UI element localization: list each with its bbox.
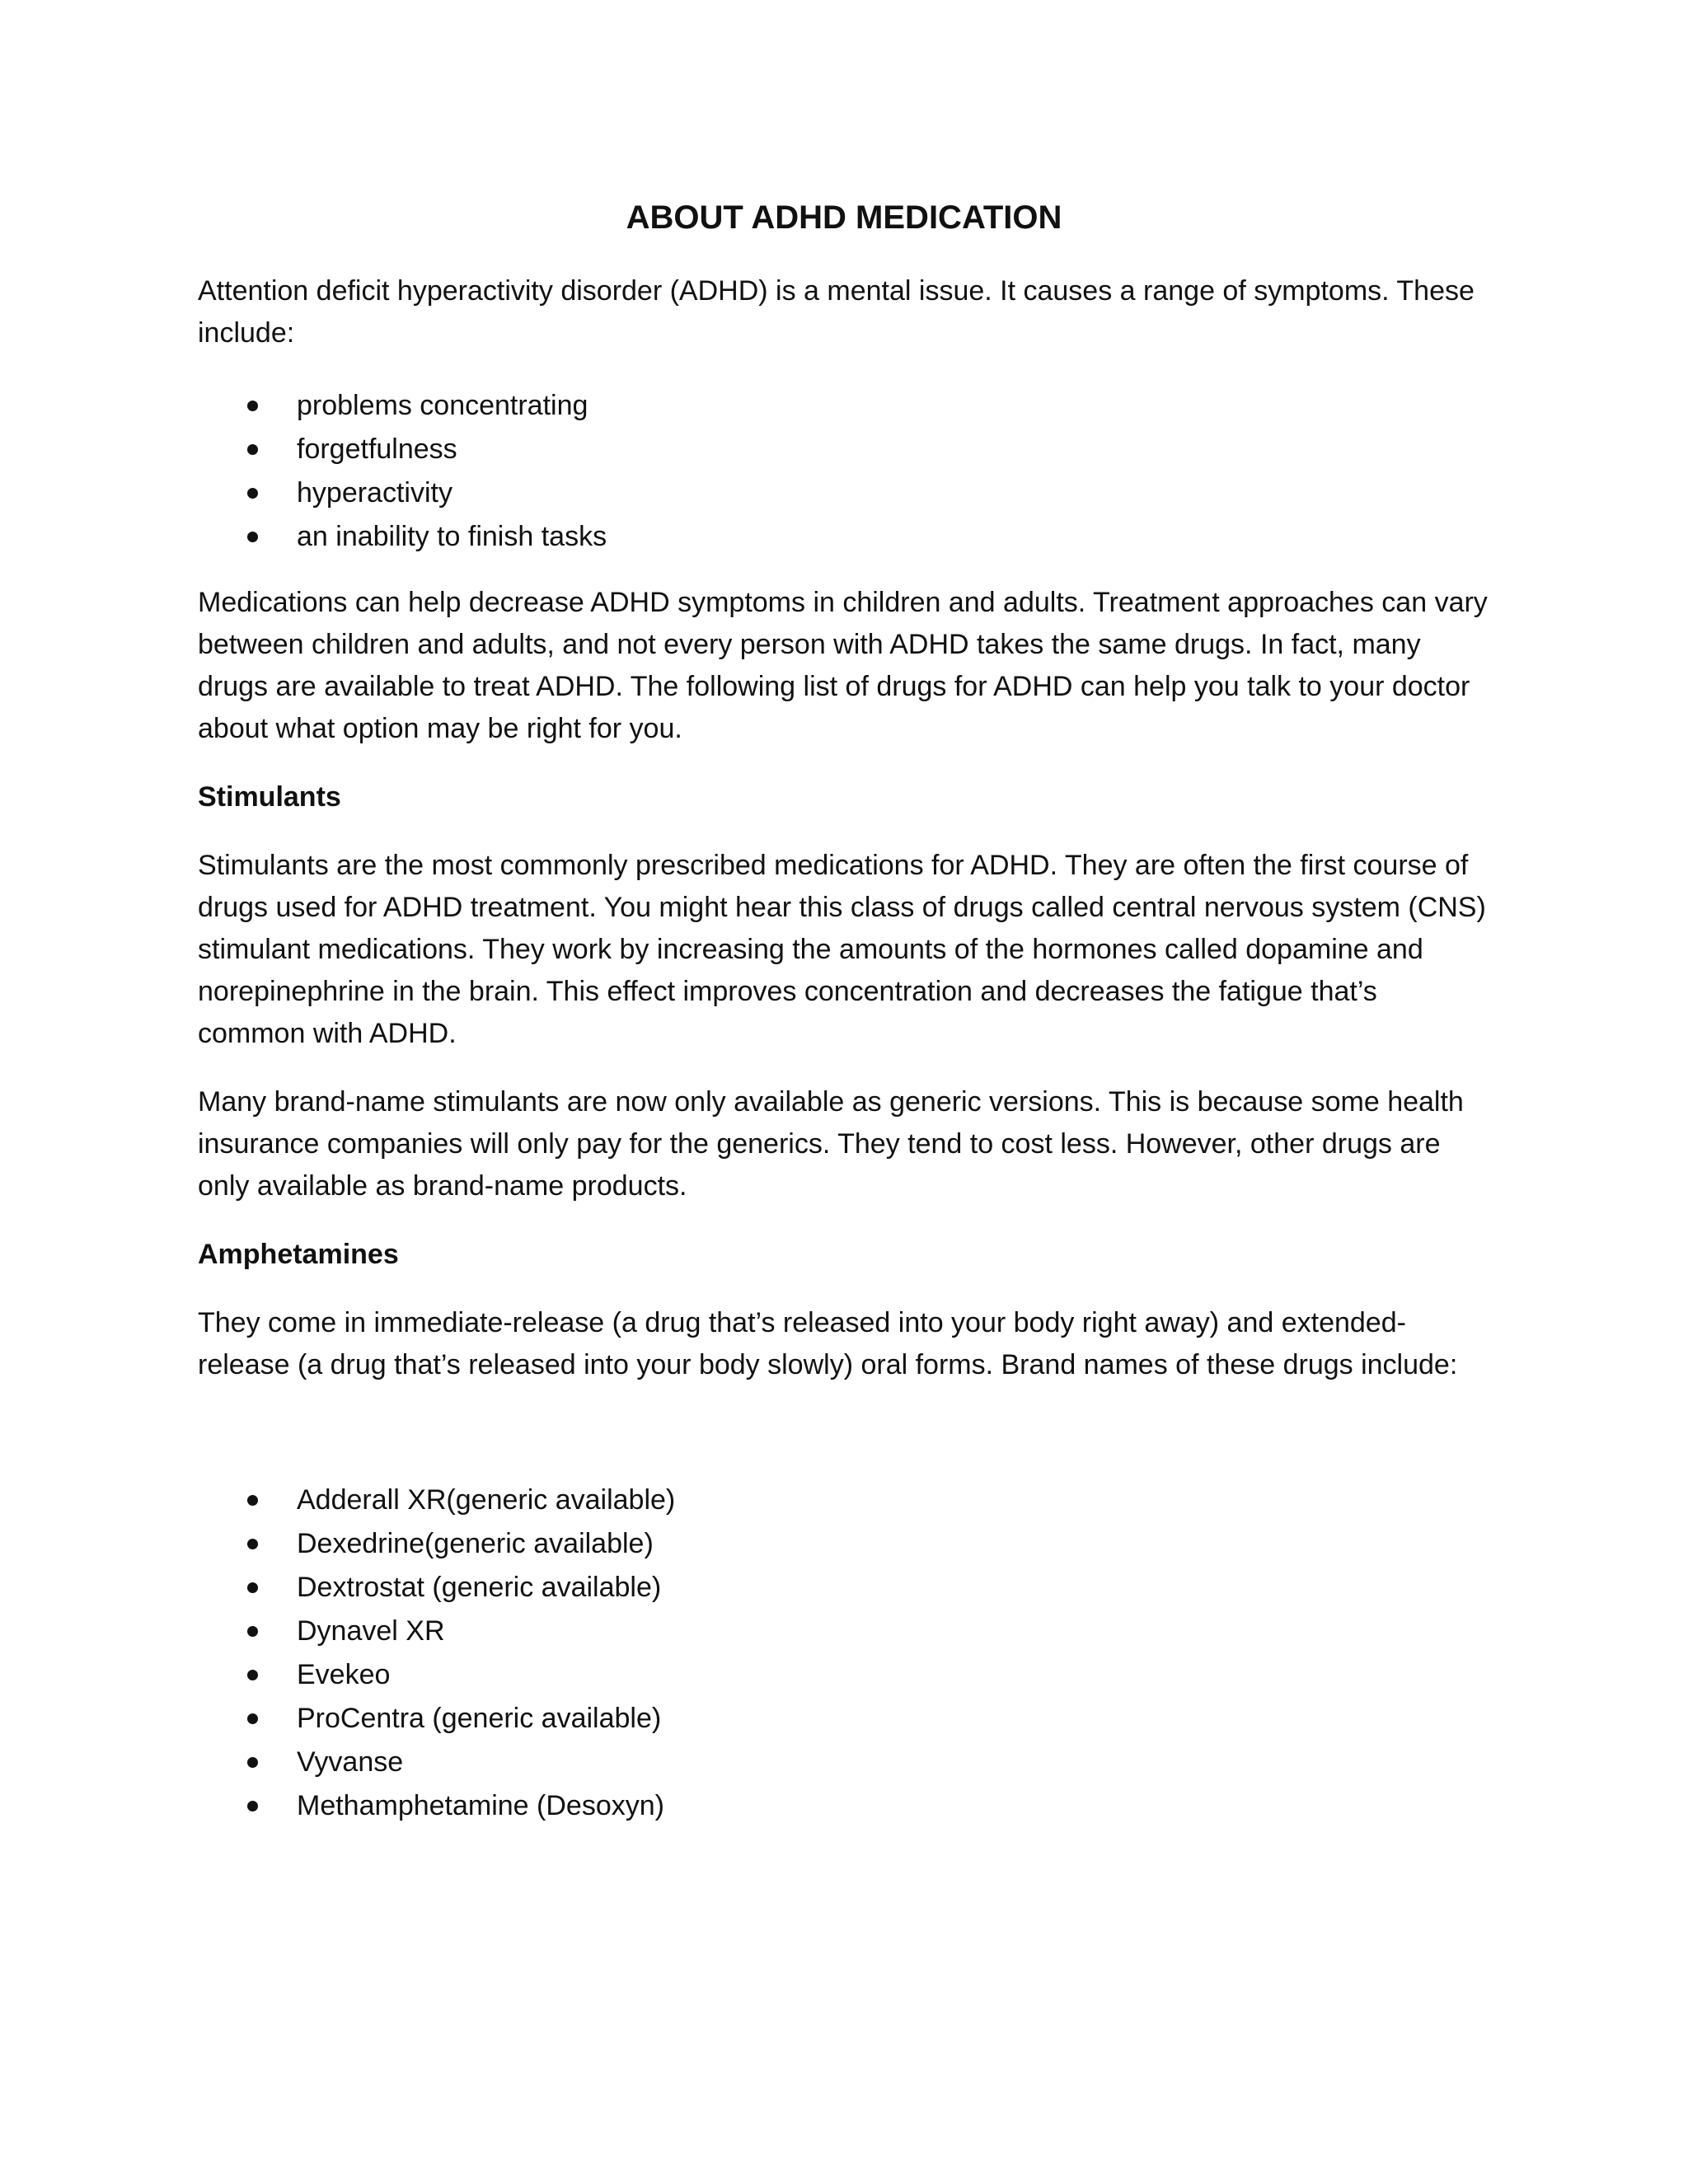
intro-paragraph: Attention deficit hyperactivity disorder (ADHD) is a mental issue. It causes a range of symptoms. These include: bbox=[198, 275, 1475, 349]
list-item bbox=[198, 384, 1490, 428]
list-item-text: Evekeo bbox=[297, 1659, 391, 1690]
list-item bbox=[198, 1522, 1490, 1566]
list-item bbox=[198, 1610, 1490, 1653]
bullet-icon bbox=[247, 1539, 258, 1549]
list-item-text: Dextrostat (generic available) bbox=[297, 1572, 662, 1603]
list-item-text: Methamphetamine (Desoxyn) bbox=[297, 1790, 664, 1821]
list-item-text: Vyvanse bbox=[297, 1746, 404, 1778]
list-item-text: problems concentrating bbox=[297, 390, 588, 421]
bullet-icon bbox=[247, 1582, 258, 1593]
list-item bbox=[198, 1566, 1490, 1610]
amphetamines-paragraph: They come in immediate-release (a drug that’s released into your body right away) and extended-release (a drug that’s released into your body slowly) oral forms. Brand names of these drugs include: bbox=[198, 1307, 1458, 1380]
list-item bbox=[198, 1697, 1490, 1741]
list-item bbox=[198, 471, 1490, 515]
list-item bbox=[198, 1784, 1490, 1828]
amphetamines-heading: Amphetamines bbox=[198, 1239, 399, 1270]
bullet-icon bbox=[247, 444, 258, 455]
list-item-text: Dynavel XR bbox=[297, 1615, 445, 1647]
list-item-text: ProCentra (generic available) bbox=[297, 1703, 662, 1734]
bullet-icon bbox=[247, 1626, 258, 1637]
list-item-text: an inability to finish tasks bbox=[297, 521, 607, 552]
bullet-icon bbox=[247, 1757, 258, 1768]
page-title: ABOUT ADHD MEDICATION bbox=[626, 199, 1062, 236]
bullet-icon bbox=[247, 488, 258, 499]
list-item bbox=[198, 515, 1490, 559]
bullet-icon bbox=[247, 1713, 258, 1724]
brands-list bbox=[198, 1479, 1490, 1828]
list-item-text: hyperactivity bbox=[297, 477, 452, 509]
bullet-icon bbox=[247, 1495, 258, 1506]
list-item bbox=[198, 1653, 1490, 1697]
list-item bbox=[198, 1741, 1490, 1784]
bullet-icon bbox=[247, 1670, 258, 1680]
stimulants-paragraph-2: Many brand-name stimulants are now only available as generic versions. This is because some health insurance companies will only pay for the generics. They tend to cost less. However, other drugs are only available as brand-name products. bbox=[198, 1086, 1464, 1202]
list-item bbox=[198, 1479, 1490, 1522]
stimulants-paragraph-1: Stimulants are the most commonly prescribed medications for ADHD. They are often the first course of drugs used for ADHD treatment. You might hear this class of drugs called central nervous system (CNS) stimulant medications. They work by increasing the amounts of the hormones called dopamine and norepinephrine in the brain. This effect improves concentration and decreases the fatigue that’s common with ADHD. bbox=[198, 850, 1486, 1049]
stimulants-heading: Stimulants bbox=[198, 781, 341, 813]
document-content bbox=[198, 198, 1490, 1854]
list-item bbox=[198, 428, 1490, 471]
list-item-text: Adderall XR(generic available) bbox=[297, 1484, 676, 1516]
list-item-text: forgetfulness bbox=[297, 434, 457, 465]
medications-paragraph: Medications can help decrease ADHD symptoms in children and adults. Treatment approaches can vary between children and adults, and not every person with ADHD takes the same drugs. In fact, many drugs are available to treat ADHD. The following list of drugs for ADHD can help you talk to your doctor about what option may be right for you. bbox=[198, 587, 1488, 744]
list-item-text: Dexedrine(generic available) bbox=[297, 1528, 654, 1559]
bullet-icon bbox=[247, 401, 258, 411]
symptoms-list bbox=[198, 384, 1490, 559]
bullet-icon bbox=[247, 1801, 258, 1811]
bullet-icon bbox=[247, 532, 258, 542]
